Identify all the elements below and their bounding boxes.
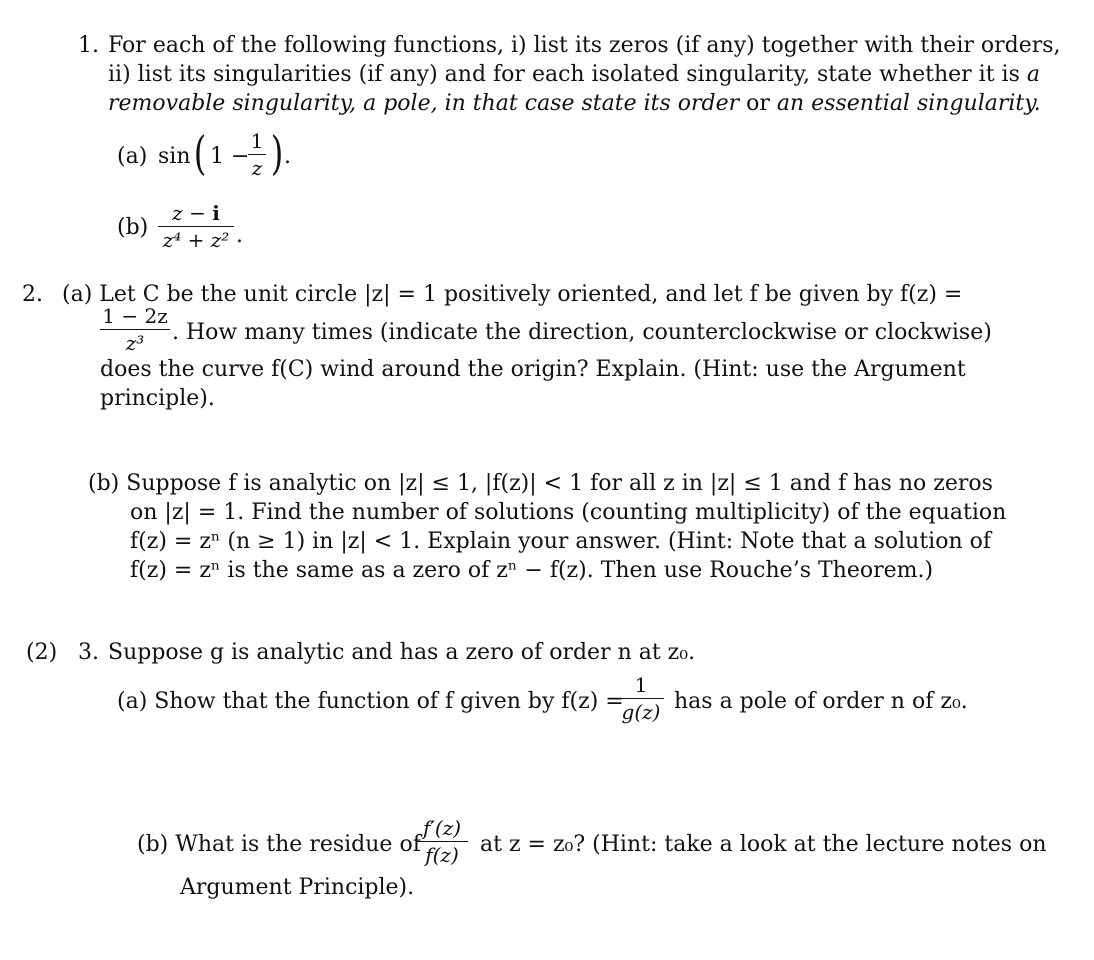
q1-line1: For each of the following functions, i) list its zeros (if any) together with their orders, — [108, 33, 1061, 58]
q2a-line2: . How many times (indicate the direction, counterclockwise or clockwise) — [172, 320, 992, 345]
q3b-fraction — [416, 817, 468, 866]
q1a-frac-den: z — [251, 156, 263, 180]
q1-line2 — [108, 60, 1040, 89]
q1a-one-minus: 1 − — [210, 144, 250, 169]
q3a-frac-bar — [618, 698, 664, 699]
q1b-fraction — [158, 202, 234, 251]
q3b-frac-den: f(z) — [425, 843, 459, 867]
q1a-frac-num: 1 — [250, 129, 264, 153]
q1b-label: (b) — [117, 215, 149, 240]
q1b-num-i: i — [212, 201, 220, 225]
q1-line3-or: or — [739, 91, 777, 116]
q2a-frac-num: 1 − 2z — [102, 304, 168, 328]
q1-line2-text: ii) list its singularities (if any) and for each isolated singularity, state whether it is — [108, 62, 1027, 87]
q1b-frac-num — [158, 202, 234, 224]
q1-line3-italic-a: removable singularity, a pole, in that case state its order — [108, 91, 740, 116]
q1b-num-minus: − — [182, 201, 213, 225]
q3b-line2: Argument Principle). — [180, 875, 415, 900]
q1a-right-paren: ) — [270, 126, 284, 180]
q2a-frac-den: z³ — [125, 331, 145, 355]
q2a-line1: (a) Let C be the unit circle |z| = 1 positively oriented, and let f be given by f(z) = — [62, 282, 963, 307]
q3a-pre: (a) Show that the function of f given by f(z) = — [117, 689, 624, 714]
q2b-line4: f(z) = zⁿ is the same as a zero of zⁿ − f(z). Then use Rouche’s Theorem.) — [130, 558, 934, 583]
q1-line2-italic: a — [1026, 62, 1040, 87]
q3a-frac-num: 1 — [634, 673, 648, 697]
q1a-frac-bar — [248, 154, 266, 155]
q1a-left-paren: ( — [193, 126, 207, 180]
q1-line3 — [108, 89, 1041, 118]
q1b-frac-den: z⁴ + z² — [162, 228, 230, 252]
q3b-post: at z = z₀? (Hint: take a look at the lecture notes on — [480, 832, 1047, 857]
q2a-line3: does the curve f(C) wind around the origin? Explain. (Hint: use the Argument — [100, 357, 966, 382]
q1b-frac-bar — [158, 226, 234, 227]
q2a-line4: principle). — [100, 386, 215, 411]
q3b-pre: (b) What is the residue of — [137, 832, 421, 857]
q1a-period: . — [284, 144, 291, 169]
q3-line1: Suppose g is analytic and has a zero of order n at z₀. — [108, 640, 696, 665]
q3a-post: has a pole of order n of z₀. — [674, 689, 968, 714]
q2b-line2: on |z| = 1. Find the number of solutions (counting multiplicity) of the equation — [130, 500, 1007, 525]
q1-number: 1. — [78, 33, 99, 58]
q1b-period: . — [236, 223, 243, 248]
q1a-label: (a) — [117, 144, 148, 169]
q3a-frac-den: g(z) — [621, 700, 661, 724]
q2b-line3: f(z) = zⁿ (n ≥ 1) in |z| < 1. Explain your answer. (Hint: Note that a solution of — [130, 529, 991, 554]
q1-line3-italic-b: an essential singularity. — [776, 91, 1041, 116]
q1b-num-z: z — [172, 201, 183, 225]
q2b-line1: (b) Suppose f is analytic on |z| ≤ 1, |f(z)| < 1 for all z in |z| ≤ 1 and f has no zeros — [88, 471, 993, 496]
q3-points: (2) — [26, 640, 58, 665]
q1a-func: sin — [158, 144, 191, 169]
q3b-frac-num: f′(z) — [422, 816, 462, 840]
q3a-fraction — [618, 674, 664, 723]
q3b-frac-bar — [416, 841, 468, 842]
q2-number: 2. — [22, 282, 43, 307]
q2a-fraction — [100, 305, 170, 354]
q1a-fraction — [248, 130, 266, 179]
q3-number: 3. — [78, 640, 99, 665]
q2a-frac-bar — [100, 329, 170, 330]
